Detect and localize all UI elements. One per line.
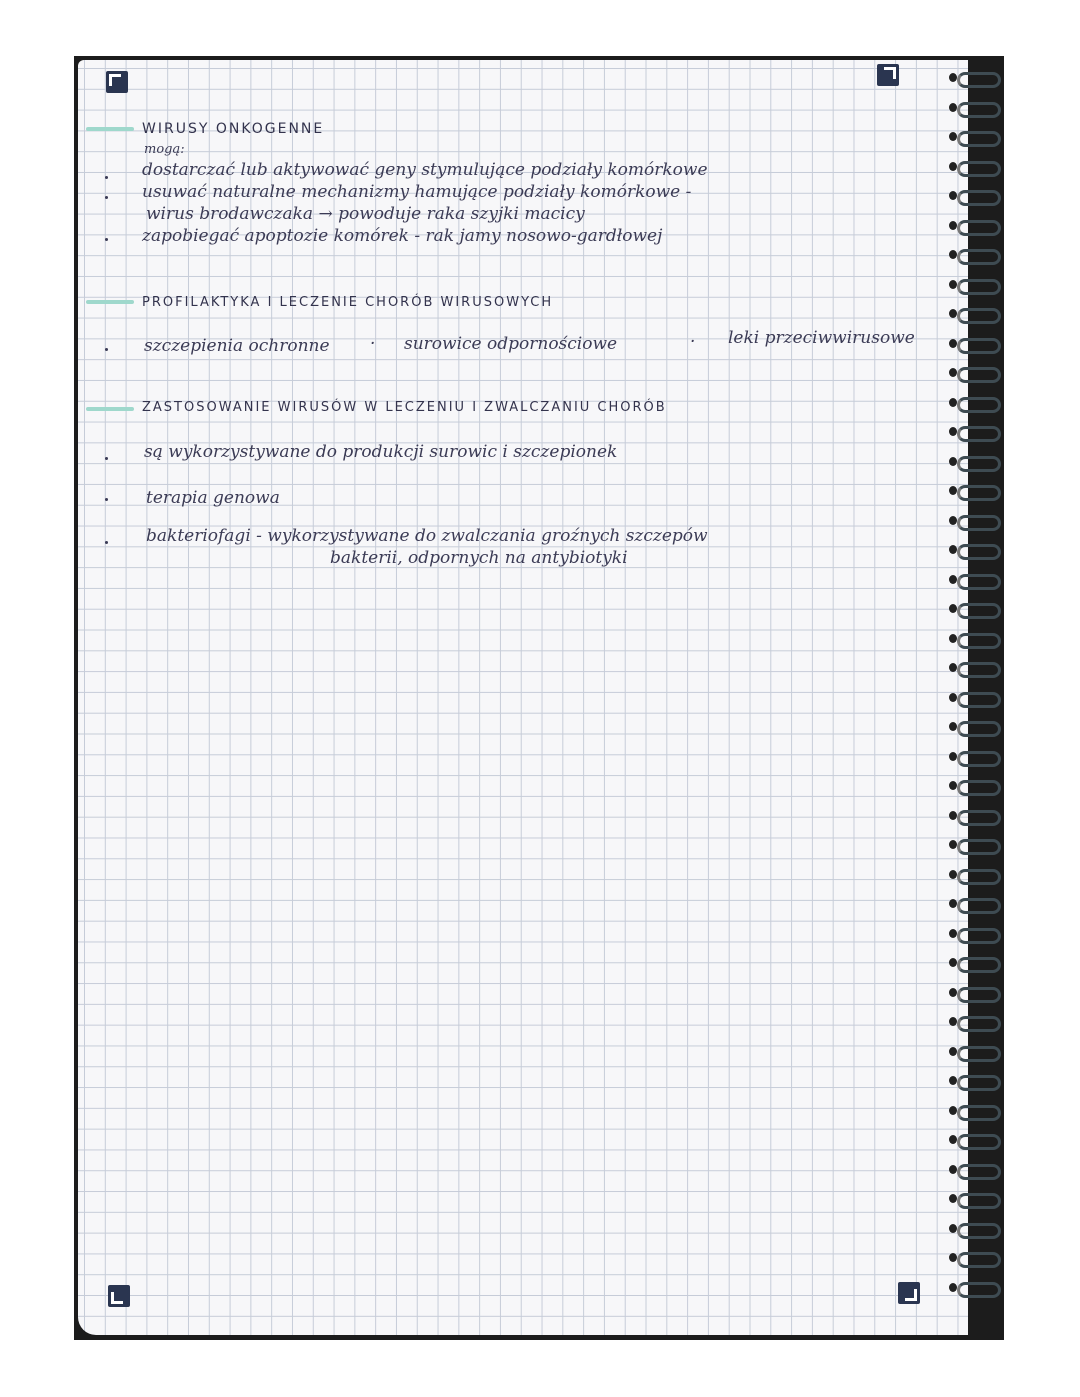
spiral-ring (955, 837, 1001, 851)
spiral-ring (955, 1191, 1001, 1205)
corner-mark-top-right (877, 64, 899, 86)
bullet (105, 196, 108, 199)
bullet (105, 348, 108, 351)
section-heading-prophylaxis: PROFILAKTYKA I LECZENIE CHORÓB WIRUSOWYCH (142, 295, 554, 310)
spiral-ring (955, 129, 1001, 143)
grid-paper (78, 60, 968, 1335)
note-line: usuwać naturalne mechanizmy hamujące podziały komórkowe - (142, 182, 692, 202)
spiral-ring (955, 159, 1001, 173)
spiral-ring (955, 690, 1001, 704)
spiral-ring (955, 70, 1001, 84)
corner-mark-bottom-left (108, 1285, 130, 1307)
spiral-ring (955, 749, 1001, 763)
bullet (105, 238, 108, 241)
spiral-ring (955, 1103, 1001, 1117)
spiral-ring (955, 542, 1001, 556)
spiral-ring (955, 719, 1001, 733)
spiral-ring (955, 365, 1001, 379)
spiral-ring (955, 277, 1001, 291)
spiral-ring (955, 601, 1001, 615)
note-line: są wykorzystywane do produkcji surowic i szczepionek (144, 442, 618, 462)
spiral-ring (955, 247, 1001, 261)
spiral-ring (955, 1250, 1001, 1264)
highlighter-mark (86, 127, 134, 131)
spiral-ring (955, 660, 1001, 674)
bullet (105, 498, 108, 501)
spiral-ring (955, 395, 1001, 409)
bullet (105, 176, 108, 179)
spiral-ring (955, 100, 1001, 114)
spiral-ring (955, 336, 1001, 350)
spiral-ring (955, 454, 1001, 468)
spiral-ring (955, 867, 1001, 881)
spiral-binding (955, 64, 1007, 1314)
spiral-ring (955, 926, 1001, 940)
spiral-ring (955, 483, 1001, 497)
bullet (105, 541, 108, 544)
separator-dot: · (370, 334, 376, 354)
list-item: surowice odpornościowe (404, 334, 618, 354)
spiral-ring (955, 631, 1001, 645)
list-item: szczepienia ochronne (144, 336, 330, 356)
note-line: dostarczać lub aktywować geny stymulujące podziały komórkowe (142, 160, 708, 180)
spiral-ring (955, 1280, 1001, 1294)
section-heading-application: ZASTOSOWANIE WIRUSÓW W LECZENIU I ZWALCZANIU CHORÓB (142, 400, 667, 415)
spiral-ring (955, 424, 1001, 438)
highlighter-mark (86, 300, 134, 304)
spiral-ring (955, 1073, 1001, 1087)
spiral-ring (955, 955, 1001, 969)
note-line: terapia genowa (146, 488, 280, 508)
corner-mark-bottom-right (898, 1282, 920, 1304)
spiral-ring (955, 1162, 1001, 1176)
spiral-ring (955, 985, 1001, 999)
spiral-ring (955, 896, 1001, 910)
note-line: bakteriofagi - wykorzystywane do zwalczania groźnych szczepów (146, 526, 708, 546)
highlighter-mark (86, 407, 134, 411)
spiral-ring (955, 572, 1001, 586)
spiral-ring (955, 188, 1001, 202)
spiral-ring (955, 218, 1001, 232)
spiral-ring (955, 306, 1001, 320)
separator-dot: · (690, 332, 696, 352)
spiral-ring (955, 1014, 1001, 1028)
spiral-ring (955, 808, 1001, 822)
corner-mark-top-left (106, 71, 128, 93)
section-heading-oncogenic: WIRUSY ONKOGENNE (142, 121, 325, 137)
spiral-ring (955, 778, 1001, 792)
list-item: leki przeciwwirusowe (728, 328, 915, 348)
note-line: zapobiegać apoptozie komórek - rak jamy nosowo-gardłowej (142, 226, 663, 246)
section-subheading: mogą: (144, 142, 185, 157)
note-line: bakterii, odpornych na antybiotyki (330, 548, 628, 568)
bullet (105, 457, 108, 460)
spiral-ring (955, 1132, 1001, 1146)
spiral-ring (955, 513, 1001, 527)
spiral-ring (955, 1221, 1001, 1235)
note-line: wirus brodawczaka → powoduje raka szyjki macicy (146, 204, 585, 224)
spiral-ring (955, 1044, 1001, 1058)
